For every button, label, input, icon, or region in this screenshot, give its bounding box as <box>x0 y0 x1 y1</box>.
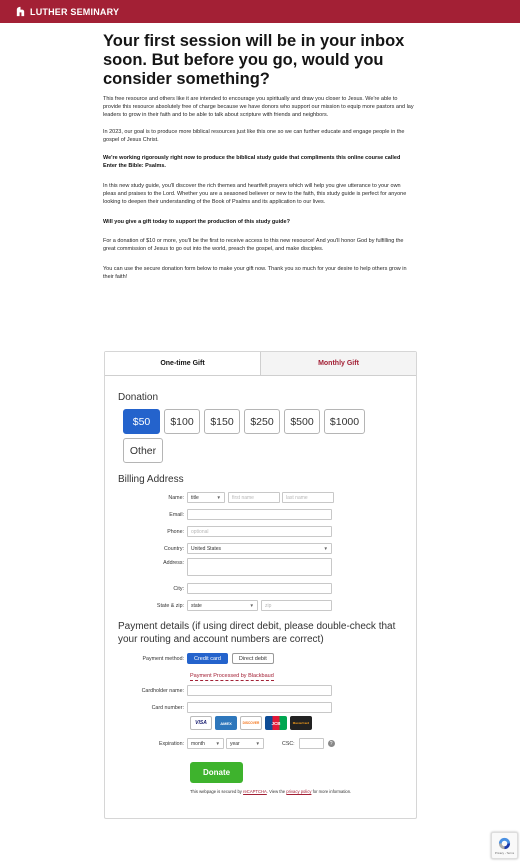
chevron-down-icon: ▼ <box>255 741 260 746</box>
brand-name[interactable]: LUTHER SEMINARY <box>30 6 120 17</box>
mastercard-card-icon: MasterCard <box>290 716 312 730</box>
processed-by-blackbaud-link[interactable]: Payment Processed by Blackbaud <box>190 673 274 679</box>
city-field[interactable] <box>187 583 332 594</box>
address-row <box>105 558 418 576</box>
recaptcha-link[interactable]: reCAPTCHA <box>243 789 267 794</box>
state-zip-label: State & zip: <box>156 602 184 609</box>
direct-debit-button[interactable]: Direct debit <box>232 653 274 664</box>
payment-method-row <box>105 653 418 664</box>
city-label: City: <box>173 585 184 592</box>
study-guide-paragraph: In this new study guide, you'll discover the rich themes and heartfelt prayers which will help you give utterance to your own pleas and praises to the Lord. Whether you are a seasoned believer or new to the faith, this study guide is perfect for anyone looking to deepen their understanding of the Book of Psalms and its application to our lives. <box>103 183 407 205</box>
donation-form <box>104 351 417 819</box>
card-number-input[interactable] <box>187 702 332 713</box>
expiration-row <box>105 738 418 749</box>
state-select[interactable] <box>187 600 258 611</box>
amount-100-button[interactable]: $100 <box>164 409 200 434</box>
name-row <box>105 492 418 503</box>
site-header <box>0 0 520 23</box>
working-paragraph: We're working rigorously right now to produce the biblical study guide that compliments this online course called Enter the Bible: Psalms. <box>103 155 401 169</box>
year-select-value: year <box>230 740 240 747</box>
title-select[interactable] <box>187 492 225 503</box>
name-label: Name: <box>168 494 184 501</box>
zip-input[interactable]: zip <box>261 600 332 611</box>
payment-method-label: Payment method: <box>142 655 184 662</box>
visa-card-icon: VISA <box>190 716 212 730</box>
tab-one-time-gift[interactable]: One-time Gift <box>105 352 260 375</box>
recaptcha-icon <box>498 837 511 850</box>
address-label: Address: <box>163 560 184 566</box>
month-select-value: month <box>191 740 205 747</box>
cardholder-name-input[interactable] <box>187 685 332 696</box>
recaptcha-badge[interactable] <box>491 832 518 859</box>
expiration-label: Expiration: <box>158 740 184 747</box>
country-select[interactable] <box>187 543 332 554</box>
first-name-input[interactable]: first name <box>228 492 280 503</box>
donate-button[interactable]: Donate <box>190 762 243 783</box>
year-select[interactable] <box>226 738 264 749</box>
state-zip-row <box>105 600 418 611</box>
email-field[interactable] <box>187 509 332 520</box>
credit-card-button[interactable]: Credit card <box>187 653 228 664</box>
jcb-card-icon: JCB <box>265 716 287 730</box>
phone-field[interactable]: optional <box>187 526 332 537</box>
discover-card-icon: DISCOVER <box>240 716 262 730</box>
csc-input[interactable] <box>299 738 324 749</box>
billing-section-title: Billing Address <box>118 474 184 485</box>
country-row <box>105 543 418 554</box>
recaptcha-notice: This webpage is secured by reCAPTCHA. View the privacy policy for more information. <box>190 789 352 794</box>
donation-offer-paragraph: For a donation of $10 or more, you'll be the first to receive access to this new resource! And you'll honor God by fulfilling the great commission of Jesus to go out into the world, preach the gospel, and make disciples. <box>103 238 404 252</box>
intro-paragraph: This free resource and others like it are intended to encourage you spiritually and draw you closer to Jesus. We're able to provide this resource absolutely free of charge because we have donors who support our mission to equip more pastors and lay leaders to grow in their faith and to be able to talk about scripture with friends and neighbors. <box>103 96 414 118</box>
phone-label: Phone: <box>167 528 184 535</box>
cardholder-label: Cardholder name: <box>141 687 184 694</box>
amount-500-button[interactable]: $500 <box>284 409 320 434</box>
chevron-down-icon: ▼ <box>216 495 221 500</box>
help-icon[interactable]: ? <box>328 740 335 747</box>
cardholder-row <box>105 685 418 696</box>
page-title: Your first session will be in your inbox soon. But before you go, would you consider something? <box>103 32 405 88</box>
tab-monthly-gift[interactable]: Monthly Gift <box>260 352 416 375</box>
email-label: Email: <box>169 511 184 518</box>
card-number-row <box>105 702 418 713</box>
chevron-down-icon: ▼ <box>249 603 254 608</box>
amount-1000-button[interactable]: $1000 <box>324 409 365 434</box>
amount-150-button[interactable]: $150 <box>204 409 240 434</box>
card-number-label: Card number: <box>151 704 184 711</box>
recaptcha-links[interactable]: Privacy - Terms <box>494 850 515 855</box>
state-select-value: state <box>191 602 202 609</box>
payment-section-title: Payment details (if using direct debit, please double-check that your routing and account numbers are correct) <box>118 621 396 645</box>
chevron-down-icon: ▼ <box>323 546 328 551</box>
privacy-policy-link[interactable]: privacy policy <box>286 789 312 794</box>
chevron-down-icon: ▼ <box>215 741 220 746</box>
last-name-input[interactable]: last name <box>282 492 334 503</box>
country-select-value: United States <box>191 545 222 552</box>
thank-you-paragraph: You can use the secure donation form below to make your gift now. Thank you so much for your desire to help others grow in their faith! <box>103 266 407 280</box>
city-row <box>105 583 418 594</box>
month-select[interactable] <box>187 738 224 749</box>
accepted-cards <box>190 716 312 730</box>
ask-paragraph: Will you give a gift today to support the production of this study guide? <box>103 219 290 225</box>
phone-row <box>105 526 418 537</box>
amex-card-icon: AMEX <box>215 716 237 730</box>
csc-label: CSC: <box>282 740 295 747</box>
article <box>103 32 415 281</box>
address-field[interactable] <box>187 558 332 576</box>
amount-250-button[interactable]: $250 <box>244 409 280 434</box>
luther-rose-logo-icon[interactable] <box>15 6 26 17</box>
amount-50-button[interactable]: $50 <box>123 409 160 434</box>
goal-paragraph: In 2023, our goal is to produce more biblical resources just like this one so we can further educate and engage people in the gospel of Jesus Christ. <box>103 129 405 143</box>
gift-type-tabs <box>105 352 416 376</box>
country-label: Country: <box>163 545 184 552</box>
email-row <box>105 509 418 520</box>
donation-amounts <box>123 409 373 463</box>
title-select-value: title <box>191 494 199 501</box>
amount-other-button[interactable]: Other <box>123 438 163 463</box>
donation-section-title: Donation <box>118 392 159 403</box>
